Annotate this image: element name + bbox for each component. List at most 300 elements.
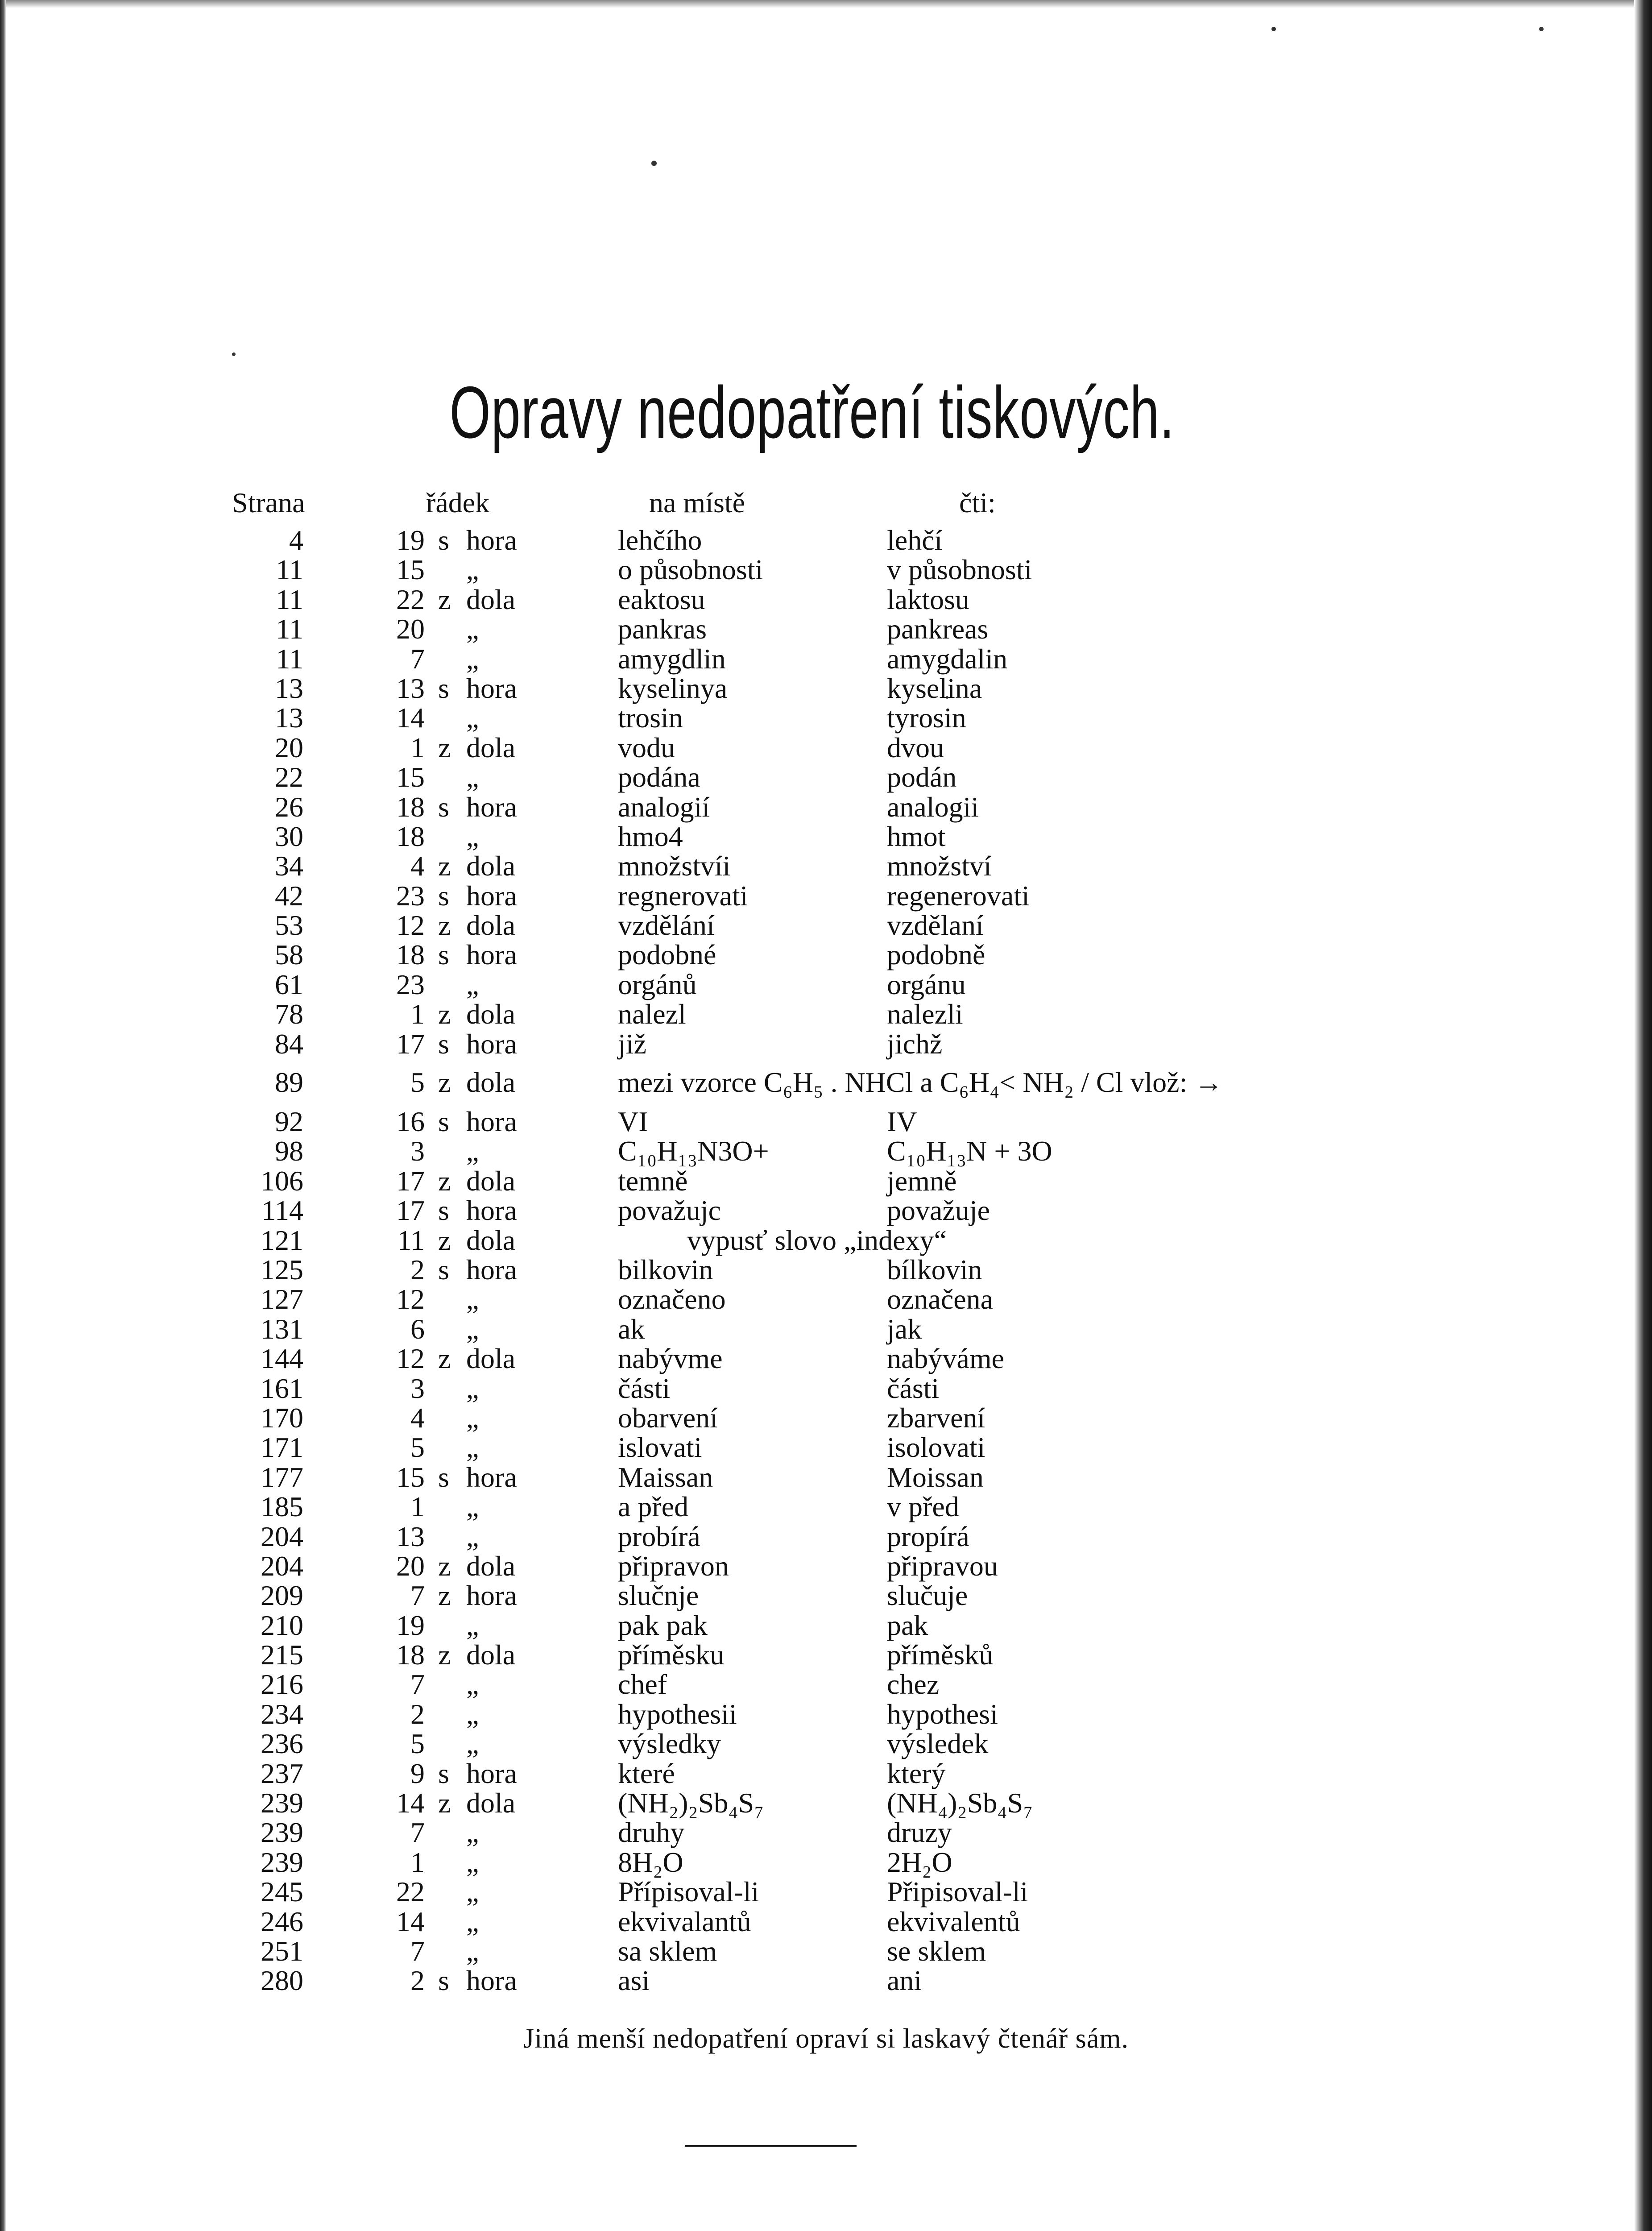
row-correct: ekvivalentů <box>887 1905 1020 1937</box>
row-position: hora <box>466 1461 517 1493</box>
row-page: 215 <box>261 1639 303 1671</box>
row-position: hora <box>466 524 517 556</box>
row-correct: připravou <box>887 1550 998 1582</box>
table-row <box>0 1522 1652 1551</box>
row-wrong: regnerovati <box>618 879 748 912</box>
row-direction: z <box>438 731 451 763</box>
row-line: 1 <box>410 998 425 1030</box>
row-correct: Moissan <box>887 1461 984 1493</box>
row-line: 3 <box>410 1135 425 1167</box>
row-position: dola <box>466 850 516 882</box>
row-wrong: pak pak <box>618 1609 708 1641</box>
table-row <box>0 1759 1652 1788</box>
row-wrong: hypothesii <box>618 1698 737 1730</box>
row-correct: podán <box>887 761 957 793</box>
row-position: „ <box>466 1668 479 1700</box>
row-line: 19 <box>396 1609 425 1641</box>
row-wrong: Maissan <box>618 1461 713 1493</box>
row-position: hora <box>466 1194 517 1227</box>
row-position: „ <box>466 968 479 1000</box>
scan-speck <box>1539 27 1544 31</box>
row-correct: regenerovati <box>887 879 1030 912</box>
row-position: „ <box>466 1876 479 1908</box>
table-row <box>0 1581 1652 1610</box>
row-position: „ <box>466 1372 479 1404</box>
row-page: 177 <box>261 1461 303 1493</box>
row-direction: z <box>438 998 451 1030</box>
row-correct: tyrosin <box>887 702 966 734</box>
row-line: 14 <box>396 1905 425 1937</box>
row-line: 17 <box>396 1194 425 1227</box>
header-strana: Strana <box>232 487 305 518</box>
row-line: 9 <box>410 1757 425 1789</box>
row-line: 5 <box>410 1728 425 1760</box>
row-direction: z <box>438 583 451 615</box>
row-wrong: podána <box>618 761 700 793</box>
row-page: 239 <box>261 1787 303 1819</box>
row-wrong: kyselinya <box>618 672 728 704</box>
row-wrong: trosin <box>618 702 683 734</box>
row-position: „ <box>466 643 479 675</box>
row-page: 89 <box>275 1066 303 1099</box>
table-row <box>0 1374 1652 1403</box>
row-wrong: chef <box>618 1668 667 1700</box>
table-row <box>0 703 1652 733</box>
row-correct: pankreas <box>887 613 989 645</box>
table-row <box>0 555 1652 585</box>
row-position: dola <box>466 1224 516 1256</box>
row-line: 15 <box>396 761 425 793</box>
row-position: hora <box>466 1106 517 1138</box>
row-position: „ <box>466 1935 479 1967</box>
row-correct: ani <box>887 1965 922 1997</box>
row-direction: z <box>438 1165 451 1197</box>
row-wrong: bilkovin <box>618 1253 713 1286</box>
scan-speck <box>651 161 657 166</box>
row-wrong: vodu <box>618 731 675 763</box>
row-page: 53 <box>275 909 303 941</box>
row-correct: se sklem <box>887 1935 986 1967</box>
row-position: „ <box>466 1816 479 1849</box>
row-line: 4 <box>410 1402 425 1434</box>
divider-line <box>685 2145 857 2147</box>
row-line: 7 <box>410 1668 425 1700</box>
row-direction: z <box>438 850 451 882</box>
row-correct: chez <box>887 1668 940 1700</box>
row-position: hora <box>466 939 517 971</box>
row-page: 26 <box>275 791 303 823</box>
row-position: „ <box>466 761 479 793</box>
row-correct: C₁₀H₁₃N + 3O <box>887 1135 1052 1167</box>
row-correct: (NH₄)₂Sb₄S₇ <box>887 1787 1033 1819</box>
row-position: dola <box>466 998 516 1030</box>
row-correct: výsledek <box>887 1728 989 1760</box>
row-line: 20 <box>396 613 425 645</box>
row-correct: nabýváme <box>887 1343 1004 1375</box>
table-row <box>0 1907 1652 1937</box>
row-page: 171 <box>261 1431 303 1464</box>
row-wrong: amygdlin <box>618 643 726 675</box>
row-direction: z <box>438 909 451 941</box>
table-row <box>0 1670 1652 1699</box>
row-wrong: již <box>618 1028 646 1060</box>
page-title: Opravy nedopatření tiskových. <box>449 371 1175 453</box>
table-row <box>0 1285 1652 1314</box>
row-position: „ <box>466 1609 479 1641</box>
row-wrong: C₁₀H₁₃N3O+ <box>618 1135 769 1167</box>
row-note: vypusť slovo „indexy“ <box>687 1224 947 1256</box>
table-row <box>0 792 1652 822</box>
row-position: hora <box>466 1965 517 1997</box>
header-radek: řádek <box>426 487 490 518</box>
header-cti: čti: <box>959 487 996 518</box>
row-position: hora <box>466 1253 517 1286</box>
row-position: hora <box>466 879 517 912</box>
table-row <box>0 1059 1652 1107</box>
row-wrong: Přípisoval-li <box>618 1876 759 1908</box>
row-line: 11 <box>397 1224 425 1256</box>
row-direction: s <box>438 1757 449 1789</box>
row-line: 12 <box>396 1283 425 1315</box>
row-position: „ <box>466 1698 479 1730</box>
row-note: mezi vzorce C₆H₅ . NHCl a C₆H₄< NH₂ / Cl vlož: → <box>618 1066 1223 1099</box>
row-line: 2 <box>410 1965 425 1997</box>
row-line: 1 <box>410 1491 425 1523</box>
row-line: 13 <box>396 672 425 704</box>
row-correct: 2H₂O <box>887 1846 952 1878</box>
row-wrong: islovati <box>618 1431 702 1464</box>
table-row <box>0 763 1652 792</box>
row-line: 17 <box>396 1165 425 1197</box>
row-direction: z <box>438 1580 451 1612</box>
row-direction: s <box>438 791 449 823</box>
row-direction: z <box>438 1343 451 1375</box>
row-correct: v před <box>887 1491 959 1523</box>
row-page: 114 <box>261 1194 303 1227</box>
row-direction: s <box>438 1194 449 1227</box>
row-correct: druzy <box>887 1816 952 1849</box>
row-correct: laktosu <box>887 583 969 615</box>
row-page: 61 <box>275 968 303 1000</box>
row-line: 16 <box>396 1106 425 1138</box>
row-correct: nalezli <box>887 998 963 1030</box>
row-correct: jichž <box>887 1028 943 1060</box>
row-direction: s <box>438 1253 449 1286</box>
row-page: 144 <box>261 1343 303 1375</box>
row-wrong: druhy <box>618 1816 685 1849</box>
row-wrong: nabývme <box>618 1343 723 1375</box>
row-page: 161 <box>261 1372 303 1404</box>
row-line: 2 <box>410 1253 425 1286</box>
row-line: 1 <box>410 1846 425 1878</box>
row-wrong: VI <box>618 1106 648 1138</box>
row-correct: hmot <box>887 820 946 852</box>
table-row <box>0 1877 1652 1907</box>
row-line: 19 <box>396 524 425 556</box>
row-position: „ <box>466 1313 479 1345</box>
row-wrong: které <box>618 1757 675 1789</box>
row-direction: s <box>438 1028 449 1060</box>
row-page: 251 <box>261 1935 303 1967</box>
table-row <box>0 970 1652 999</box>
row-direction: z <box>438 1550 451 1582</box>
row-wrong: eaktosu <box>618 583 705 615</box>
row-wrong: slučnje <box>618 1580 699 1612</box>
row-page: 30 <box>275 820 303 852</box>
table-row <box>0 526 1652 555</box>
table-row <box>0 1315 1652 1344</box>
row-correct: v působnosti <box>887 554 1032 586</box>
row-line: 7 <box>410 1816 425 1849</box>
row-wrong: hmo4 <box>618 820 683 852</box>
row-wrong: obarvení <box>618 1402 718 1434</box>
row-wrong: vzdělání <box>618 909 715 941</box>
table-row <box>0 1700 1652 1729</box>
row-page: 121 <box>261 1224 303 1256</box>
row-wrong: sa sklem <box>618 1935 717 1967</box>
row-page: 170 <box>261 1402 303 1434</box>
row-page: 236 <box>261 1728 303 1760</box>
row-line: 18 <box>396 1639 425 1671</box>
row-direction: z <box>438 1066 451 1099</box>
row-page: 78 <box>275 998 303 1030</box>
row-line: 18 <box>396 820 425 852</box>
row-page: 127 <box>261 1283 303 1315</box>
table-row <box>0 1136 1652 1166</box>
table-row <box>0 1107 1652 1136</box>
row-page: 234 <box>261 1698 303 1730</box>
table-row <box>0 999 1652 1029</box>
row-page: 106 <box>261 1165 303 1197</box>
row-correct: slučuje <box>887 1580 968 1612</box>
row-line: 20 <box>396 1550 425 1582</box>
table-row <box>0 1029 1652 1059</box>
row-position: dola <box>466 731 516 763</box>
row-line: 18 <box>396 791 425 823</box>
row-page: 216 <box>261 1668 303 1700</box>
row-correct: isolovati <box>887 1431 985 1464</box>
row-wrong: (NH₂)₂Sb₄S₇ <box>618 1787 764 1819</box>
row-wrong: ak <box>618 1313 645 1345</box>
row-page: 34 <box>275 850 303 882</box>
row-line: 15 <box>396 1461 425 1493</box>
table-row <box>0 644 1652 674</box>
row-page: 13 <box>275 702 303 734</box>
row-wrong: 8H₂O <box>618 1846 683 1878</box>
row-position: „ <box>466 1135 479 1167</box>
row-page: 239 <box>261 1816 303 1849</box>
row-page: 204 <box>261 1550 303 1582</box>
row-position: „ <box>466 1846 479 1878</box>
row-wrong: lehčího <box>618 524 702 556</box>
row-page: 185 <box>261 1491 303 1523</box>
row-position: dola <box>466 1165 516 1197</box>
row-page: 246 <box>261 1905 303 1937</box>
row-line: 17 <box>396 1028 425 1060</box>
row-position: dola <box>466 1550 516 1582</box>
row-correct: pak <box>887 1609 928 1641</box>
table-row <box>0 940 1652 970</box>
table-row <box>0 585 1652 614</box>
row-wrong: nalezl <box>618 998 686 1030</box>
row-correct: Připisoval-li <box>887 1876 1028 1908</box>
row-correct: jemně <box>887 1165 957 1197</box>
row-line: 7 <box>410 1935 425 1967</box>
row-correct: jak <box>887 1313 922 1345</box>
row-wrong: temně <box>618 1165 688 1197</box>
table-row <box>0 1196 1652 1225</box>
table-row <box>0 1729 1652 1758</box>
row-correct: zbarvení <box>887 1402 985 1434</box>
row-wrong: považujc <box>618 1194 721 1227</box>
row-wrong: o působnosti <box>618 554 763 586</box>
row-wrong: označeno <box>618 1283 726 1315</box>
row-wrong: probírá <box>618 1520 700 1552</box>
row-correct: orgánu <box>887 968 966 1000</box>
table-row <box>0 1433 1652 1462</box>
row-line: 15 <box>396 554 425 586</box>
table-row <box>0 822 1652 851</box>
table-row <box>0 1848 1652 1877</box>
row-page: 98 <box>275 1135 303 1167</box>
row-position: hora <box>466 791 517 823</box>
table-row <box>0 674 1652 703</box>
row-page: 92 <box>275 1106 303 1138</box>
row-correct: lehčí <box>887 524 943 556</box>
row-position: „ <box>466 1905 479 1937</box>
row-wrong: ekvivalantů <box>618 1905 751 1937</box>
row-direction: z <box>438 1787 451 1819</box>
row-position: „ <box>466 1283 479 1315</box>
row-position: dola <box>466 909 516 941</box>
table-header <box>0 486 1652 522</box>
row-direction: s <box>438 939 449 971</box>
row-line: 18 <box>396 939 425 971</box>
row-line: 7 <box>410 1580 425 1612</box>
header-na-miste: na místě <box>649 487 745 518</box>
row-line: 2 <box>410 1698 425 1730</box>
table-row <box>0 1640 1652 1670</box>
row-wrong: příměsku <box>618 1639 725 1671</box>
table-row <box>0 1463 1652 1492</box>
row-line: 23 <box>396 968 425 1000</box>
row-line: 14 <box>396 702 425 734</box>
table-row <box>0 1551 1652 1581</box>
row-position: „ <box>466 1491 479 1523</box>
table-row <box>0 1818 1652 1847</box>
row-position: dola <box>466 1639 516 1671</box>
row-direction: s <box>438 1461 449 1493</box>
table-row <box>0 1966 1652 1995</box>
table-row <box>0 1166 1652 1196</box>
row-page: 239 <box>261 1846 303 1878</box>
row-wrong: pankras <box>618 613 707 645</box>
row-page: 58 <box>275 939 303 971</box>
row-correct: příměsků <box>887 1639 994 1671</box>
row-line: 5 <box>410 1431 425 1464</box>
row-correct: amygdalin <box>887 643 1008 675</box>
table-row <box>0 1403 1652 1433</box>
table-row <box>0 614 1652 644</box>
row-position: „ <box>466 702 479 734</box>
row-direction: z <box>438 1639 451 1671</box>
row-page: 42 <box>275 879 303 912</box>
row-line: 3 <box>410 1372 425 1404</box>
row-line: 12 <box>396 1343 425 1375</box>
row-line: 22 <box>396 583 425 615</box>
row-line: 5 <box>410 1066 425 1099</box>
row-position: „ <box>466 1402 479 1434</box>
row-correct: analogii <box>887 791 979 823</box>
row-page: 11 <box>276 613 303 645</box>
row-wrong: části <box>618 1372 671 1404</box>
row-direction: s <box>438 1965 449 1997</box>
row-page: 210 <box>261 1609 303 1641</box>
row-page: 22 <box>275 761 303 793</box>
row-correct: považuje <box>887 1194 990 1227</box>
row-position: „ <box>466 554 479 586</box>
row-wrong: výsledky <box>618 1728 721 1760</box>
row-line: 7 <box>410 643 425 675</box>
row-direction: s <box>438 524 449 556</box>
row-page: 280 <box>261 1965 303 1997</box>
footer-note: Jiná menší nedopatření opraví si laskavý čtenář sám. <box>523 2024 1129 2054</box>
row-correct: IV <box>887 1106 917 1138</box>
table-row <box>0 1937 1652 1966</box>
table-row <box>0 733 1652 763</box>
row-correct: množství <box>887 850 992 882</box>
row-line: 4 <box>410 850 425 882</box>
row-correct: dvou <box>887 731 944 763</box>
row-correct: části <box>887 1372 940 1404</box>
scan-speck <box>1271 27 1276 31</box>
table-row <box>0 851 1652 881</box>
row-wrong: podobné <box>618 939 716 971</box>
table-row <box>0 1788 1652 1818</box>
errata-table <box>0 526 1652 1996</box>
row-direction: s <box>438 879 449 912</box>
row-correct: hypothesi <box>887 1698 998 1730</box>
row-wrong: připravon <box>618 1550 729 1582</box>
table-row <box>0 1492 1652 1522</box>
row-page: 237 <box>261 1757 303 1789</box>
row-page: 11 <box>276 583 303 615</box>
scan-edge-top <box>0 0 1652 8</box>
row-wrong: a před <box>618 1491 689 1523</box>
row-page: 125 <box>261 1253 303 1286</box>
table-row <box>0 1255 1652 1285</box>
row-page: 204 <box>261 1520 303 1552</box>
row-position: „ <box>466 1431 479 1464</box>
row-position: hora <box>466 1757 517 1789</box>
row-correct: propírá <box>887 1520 969 1552</box>
row-page: 13 <box>275 672 303 704</box>
table-row <box>0 911 1652 940</box>
row-page: 11 <box>276 554 303 586</box>
row-wrong: orgánů <box>618 968 697 1000</box>
row-line: 1 <box>410 731 425 763</box>
row-page: 209 <box>261 1580 303 1612</box>
row-position: dola <box>466 1066 516 1099</box>
row-line: 22 <box>396 1876 425 1908</box>
row-position: „ <box>466 820 479 852</box>
row-wrong: analogií <box>618 791 710 823</box>
row-direction: z <box>438 1224 451 1256</box>
row-correct: podobně <box>887 939 985 971</box>
table-row <box>0 1226 1652 1255</box>
row-correct: bílkovin <box>887 1253 982 1286</box>
row-position: dola <box>466 583 516 615</box>
